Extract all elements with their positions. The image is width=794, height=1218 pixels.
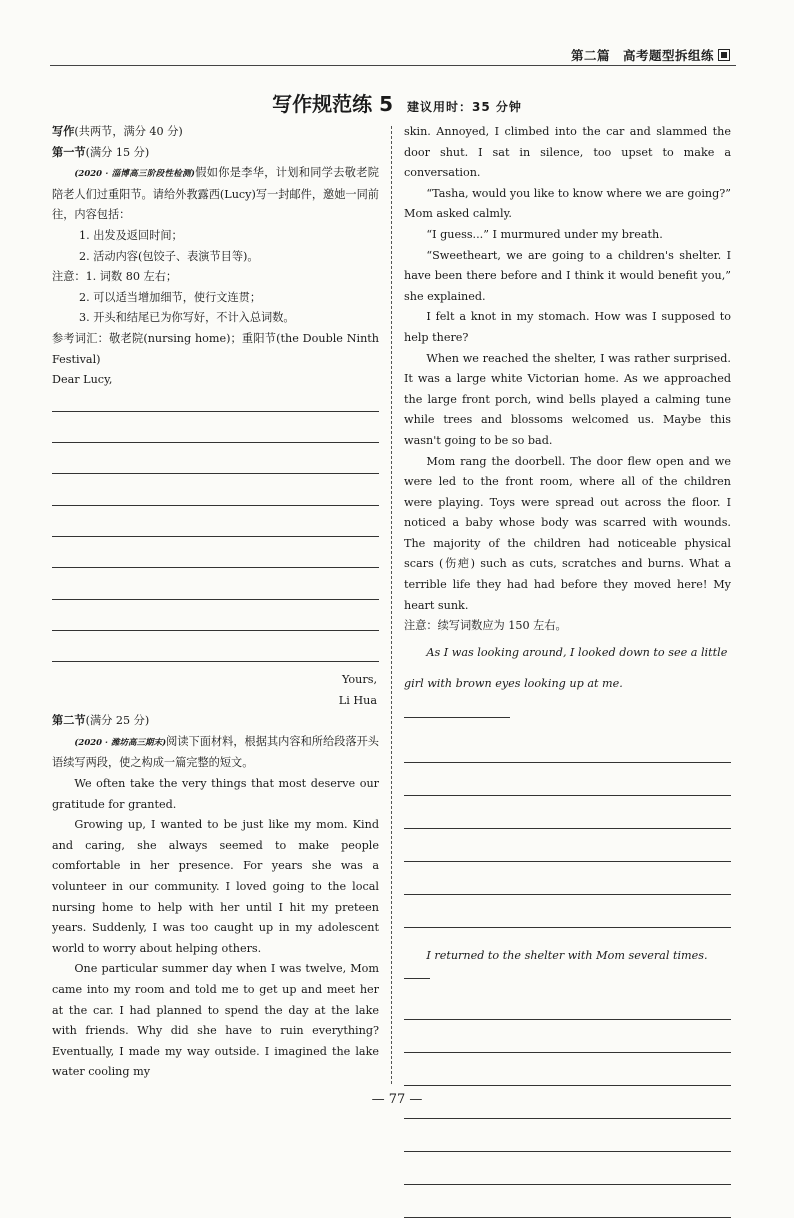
writing-line[interactable] [52,568,379,599]
writing-line[interactable] [404,1053,731,1086]
writing-line[interactable] [404,895,731,928]
story-paragraph-3: One particular summer day when I was twelve, Mom came into my room and told me to get up and meet her at the car. I had planned to spend the day at the lake with friends. Why did she have to ruin everything? Eventually, I made my way outside. I imagined the lake water cooling my [52,962,379,1079]
story-paragraph-9: When we reached the shelter, I was rather surprised. It was a large white Victorian home. As we approached the large front porch, wind bells played a calming tune while trees and blossoms welcomed us. Maybe this wasn't going to be so bad. [404,351,731,447]
writing-line[interactable] [52,506,379,537]
story-paragraph-1: We often take the very things that most deserve our gratitude for granted. [52,777,379,811]
column-divider [391,126,392,1084]
note-1: 注意：1. 词数 80 左右； [52,270,178,284]
story-paragraph-6: “I guess...” I murmured under my breath. [426,227,663,241]
story-paragraph-7: “Sweetheart, we are going to a children's shelter. I have been there before and I think it would benefit you,” she explained. [404,248,731,303]
closing-yours: Yours, [342,673,377,687]
right-column [404,122,731,1218]
writing-line[interactable] [52,412,379,443]
continuation-note: 注意：续写词数应为 150 左右。 [404,619,567,633]
writing-line[interactable] [404,730,731,763]
section-heading: 写作(共两节，满分 40 分) [52,125,183,138]
left-column [52,122,379,1083]
continuation-prompt-1: As I was looking around, I looked down to see a little girl with brown eyes looking up at me. [404,637,731,730]
writing-line[interactable] [404,796,731,829]
suggested-time: 建议用时：35 分钟 [407,100,522,114]
writing-line[interactable] [404,1152,731,1185]
header-rule [50,65,736,66]
writing-line[interactable] [404,829,731,862]
writing-line[interactable] [52,631,379,662]
content-item-1: 1. 出发及返回时间； [79,228,183,242]
part1-heading: 第一节(满分 15 分) [52,145,150,159]
running-header: 第二篇 高考题型拆组练 [571,46,730,64]
story-paragraph-2: Growing up, I wanted to be just like my mom. Kind and caring, she always seemed to make people comfortable in her presence. For years she was a volunteer in our community. I loved going to the local nursing home to help with her until I hit my preteen years. Suddenly, I was too caught up in my adolescent world to worry about helping others. [52,818,379,955]
writing-area-2[interactable] [404,730,731,928]
writing-line[interactable] [404,862,731,895]
reference-vocabulary: 参考词汇：敬老院(nursing home)；重阳节(the Double Ninth Festival) [52,331,379,366]
prompt-blank[interactable] [404,968,430,979]
prompt-blank[interactable] [404,707,510,718]
closing-signature: Li Hua [338,693,377,707]
writing-line[interactable] [404,763,731,796]
writing-line[interactable] [52,537,379,568]
writing-line[interactable] [404,1119,731,1152]
page-number: — 77 — [371,1092,423,1107]
part2-prompt: (2020 · 潍坊高三期末)阅读下面材料，根据其内容和所给段落开头语续写两段，使之构成一篇完整的短文。 [52,734,379,770]
writing-line[interactable] [52,391,379,412]
writing-line[interactable] [404,1185,731,1218]
salutation: Dear Lucy, [52,373,113,387]
story-paragraph-5: “Tasha, would you like to know where we are going?” Mom asked calmly. [404,186,731,221]
writing-line[interactable] [52,443,379,474]
writing-line[interactable] [52,600,379,631]
part1-prompt: (2020 · 淄博高三阶段性检测)假如你是李华，计划和同学去敬老院陪老人们过重阳节。请给外教露西(Lucy)写一封邮件，邀她一同前往，内容包括： [52,166,379,222]
continuation-prompt-2: I returned to the shelter with Mom several times. [404,946,731,987]
title-main: 写作规范练 5 [272,92,393,116]
section-marker-icon [718,49,730,61]
writing-line[interactable] [404,987,731,1020]
writing-line[interactable] [52,474,379,505]
note-2: 2. 可以适当增加细节，使行文连贯； [79,290,262,304]
story-paragraph-8: I felt a knot in my stomach. How was I supposed to help there? [404,310,731,344]
story-paragraph-10: Mom rang the doorbell. The door flew open and we were led to the front room, where all of the children were playing. Toys were spread out across the floor. I noticed a baby whose body was scarred with wounds. The majority of the children had noticeable physical scars (伤疤) such as cuts, scratches and burns. What a terrible life they had had before they moved here! My heart sunk. [404,454,731,612]
part2-heading: 第二节(满分 25 分) [52,714,150,728]
story-paragraph-4: skin. Annoyed, I climbed into the car and slammed the door shut. I sat in silence, too upset to make a conversation. [404,125,731,180]
writing-line[interactable] [404,1020,731,1053]
note-3: 3. 开头和结尾已为你写好，不计入总词数。 [79,311,295,325]
content-item-2: 2. 活动内容(包饺子、表演节目等)。 [79,249,259,263]
page-title [0,88,794,117]
writing-area-1[interactable] [52,391,379,662]
